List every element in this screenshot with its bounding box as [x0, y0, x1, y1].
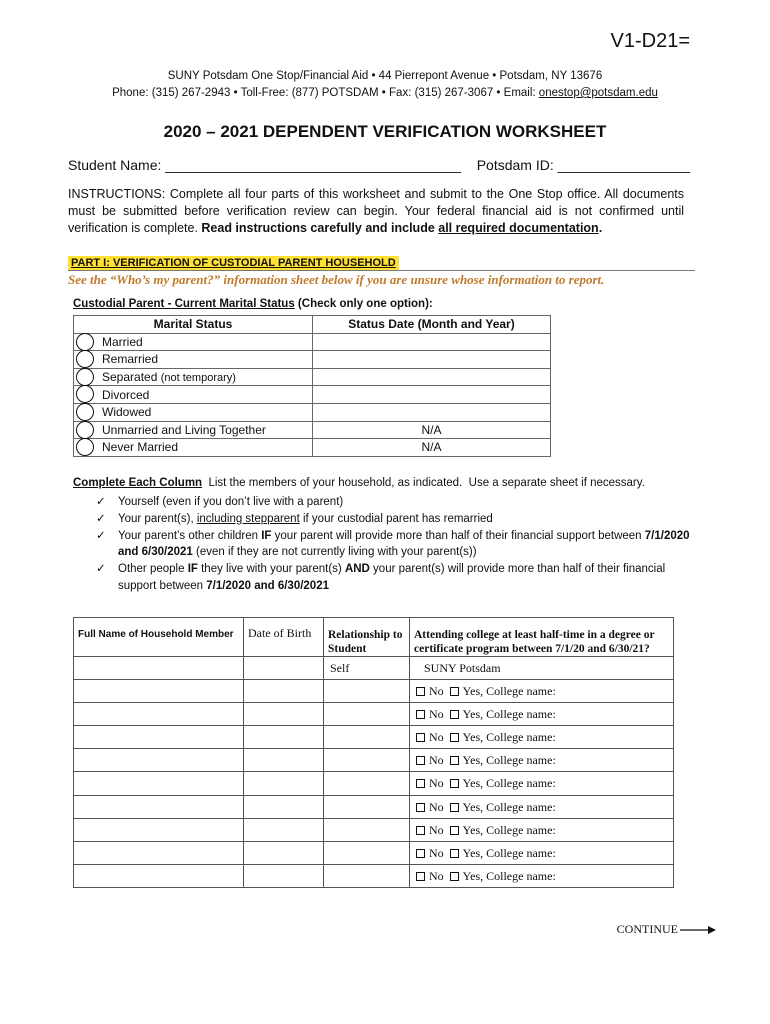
relationship-cell[interactable]	[324, 795, 410, 818]
relationship-cell[interactable]	[324, 726, 410, 749]
relationship-header: Relationship to Student	[324, 618, 410, 657]
list-item-text: they live with your parent(s)	[197, 563, 345, 576]
marital-header-row	[74, 316, 551, 334]
complete-each-label: Complete Each Column	[73, 477, 203, 489]
full-name-cell[interactable]	[74, 703, 244, 726]
marital-row-widowed	[74, 403, 551, 421]
full-name-cell[interactable]	[74, 795, 244, 818]
list-item-bold: AND	[344, 563, 370, 576]
list-item-text: if your custodial parent has remarried	[299, 512, 493, 525]
list-item-text: your parent(s) will provide more than half of their financial support between	[118, 563, 666, 592]
office-contact	[0, 87, 770, 99]
radio-divorced[interactable]	[76, 385, 94, 403]
date-of-birth-cell[interactable]	[244, 749, 324, 772]
table-row	[74, 749, 674, 772]
page-title: 2020 – 2021 DEPENDENT VERIFICATION WORKSHEET	[163, 122, 607, 141]
part1-divider	[68, 270, 695, 271]
college-cell	[410, 864, 674, 887]
college-cell	[410, 749, 674, 772]
yes-checkbox[interactable]	[450, 756, 459, 765]
yes-checkbox[interactable]	[450, 872, 459, 881]
marital-status-label: Widowed	[102, 405, 152, 420]
list-item	[96, 511, 696, 528]
instructions	[68, 186, 684, 237]
list-item-text: Your parent(s),	[118, 512, 197, 525]
list-item-bold: 7/1/2020 and 6/30/2021	[206, 579, 329, 592]
yes-college-label: Yes, College name:	[462, 799, 556, 814]
date-of-birth-cell[interactable]	[244, 841, 324, 864]
no-checkbox[interactable]	[416, 687, 425, 696]
yes-checkbox[interactable]	[450, 779, 459, 788]
yes-checkbox[interactable]	[450, 733, 459, 742]
relationship-cell[interactable]	[324, 841, 410, 864]
marital-status-label: Never Married	[102, 440, 179, 455]
no-label: No	[429, 776, 444, 791]
table-row	[74, 703, 674, 726]
status-date-cell[interactable]	[313, 403, 551, 421]
household-header-row	[74, 618, 674, 657]
instructions-end: .	[598, 221, 603, 235]
complete-each-text: List the members of your household, as indicated. Use a separate sheet if necessary.	[202, 477, 645, 489]
list-item-text: (even if they are not currently living with your parent(s))	[192, 546, 477, 559]
no-label: No	[429, 845, 444, 860]
marital-status-header: Marital Status	[74, 316, 313, 334]
marital-row-unmarried	[74, 421, 551, 439]
radio-widowed[interactable]	[76, 403, 94, 421]
attending-college-header: Attending college at least half-time in a degree or certificate program between 7/1/20 and 6/30/21?	[410, 618, 674, 657]
arrow-right-icon	[680, 925, 716, 935]
continue-indicator	[617, 922, 716, 937]
radio-remarried[interactable]	[76, 350, 94, 368]
no-label: No	[429, 684, 444, 699]
marital-row-married	[74, 333, 551, 351]
radio-separated[interactable]	[76, 368, 94, 386]
list-item-bold: IF	[187, 563, 198, 576]
no-checkbox[interactable]	[416, 849, 425, 858]
full-name-cell[interactable]	[74, 749, 244, 772]
marital-status-label: Separated	[102, 370, 158, 385]
list-item-text: Your parent’s other children	[118, 529, 262, 542]
status-date-cell[interactable]	[313, 333, 551, 351]
college-cell	[410, 726, 674, 749]
relationship-cell[interactable]	[324, 864, 410, 887]
no-label: No	[429, 753, 444, 768]
college-cell	[410, 795, 674, 818]
instructions-required-docs: all required documentation	[438, 221, 599, 235]
date-of-birth-cell[interactable]	[244, 726, 324, 749]
status-date-cell[interactable]	[313, 368, 551, 386]
instructions-bold: Read instructions carefully and include	[201, 221, 439, 235]
list-item-text: your parent will provide more than half of their financial support between	[271, 529, 645, 542]
custodial-status-instruction: (Check only one option):	[294, 298, 433, 310]
table-row	[74, 680, 674, 703]
list-item-bold: IF	[261, 529, 272, 542]
list-item-bold: 7/1/2020 and 6/30/2021	[118, 529, 690, 559]
date-of-birth-cell[interactable]	[244, 657, 324, 680]
marital-status-label: Unmarried and Living Together	[102, 422, 266, 437]
marital-row-remarried	[74, 351, 551, 369]
table-row	[74, 795, 674, 818]
college-cell: SUNY Potsdam	[410, 657, 674, 680]
full-name-header: Full Name of Household Member	[74, 618, 244, 657]
date-of-birth-cell[interactable]	[244, 795, 324, 818]
date-of-birth-header: Date of Birth	[244, 618, 324, 657]
relationship-cell[interactable]	[324, 749, 410, 772]
radio-never-married[interactable]	[76, 438, 94, 456]
radio-married[interactable]	[76, 333, 94, 351]
list-item-text: Yourself (even if you don’t live with a parent)	[118, 496, 344, 508]
yes-college-label: Yes, College name:	[462, 730, 556, 745]
status-date-cell[interactable]	[313, 351, 551, 369]
full-name-cell[interactable]	[74, 772, 244, 795]
no-checkbox[interactable]	[416, 826, 425, 835]
custodial-status-label	[73, 298, 433, 310]
no-checkbox[interactable]	[416, 733, 425, 742]
yes-checkbox[interactable]	[450, 803, 459, 812]
marital-row-never-married	[74, 439, 551, 457]
household-members-table	[73, 617, 674, 888]
no-label: No	[429, 868, 444, 883]
table-row	[74, 772, 674, 795]
college-cell	[410, 703, 674, 726]
table-row	[74, 841, 674, 864]
marital-row-divorced	[74, 386, 551, 404]
full-name-cell[interactable]	[74, 726, 244, 749]
date-of-birth-cell[interactable]	[244, 703, 324, 726]
list-item	[96, 494, 696, 511]
list-item-text: Other people	[118, 563, 188, 576]
yes-college-label: Yes, College name:	[462, 707, 556, 722]
continue-label: CONTINUE	[616, 922, 678, 936]
checkmark-icon: ✓	[96, 529, 106, 542]
marital-row-separated	[74, 368, 551, 386]
complete-each-column	[73, 477, 645, 489]
no-label: No	[429, 799, 444, 814]
date-of-birth-cell[interactable]	[244, 818, 324, 841]
student-name-id-line[interactable]: Student Name: ______________________________________ Potsdam ID: _________________	[68, 157, 690, 173]
college-cell	[410, 680, 674, 703]
office-address: SUNY Potsdam One Stop/Financial Aid • 44 Pierrepont Avenue • Potsdam, NY 13676	[167, 70, 603, 82]
table-row	[74, 864, 674, 887]
yes-college-label: Yes, College name:	[462, 845, 556, 860]
checkmark-icon: ✓	[96, 512, 106, 525]
full-name-cell[interactable]	[74, 864, 244, 887]
no-checkbox[interactable]	[416, 756, 425, 765]
table-row	[74, 726, 674, 749]
no-label: No	[429, 707, 444, 722]
checkmark-icon: ✓	[96, 563, 106, 576]
date-of-birth-cell[interactable]	[244, 680, 324, 703]
college-cell	[410, 772, 674, 795]
yes-checkbox[interactable]	[450, 687, 459, 696]
status-date-cell: N/A	[313, 439, 551, 457]
instructions-text: INSTRUCTIONS: Complete all four parts of this worksheet and submit to the One Stop office. All documents must be submitted before verification review can begin. Your federal financial aid is not confirmed until verification is complete.	[68, 187, 684, 235]
no-checkbox[interactable]	[416, 779, 425, 788]
form-code: V1-D21=	[610, 30, 690, 52]
marital-status-label: Married	[102, 334, 143, 349]
list-item-underline: including stepparent	[196, 512, 300, 525]
college-cell	[410, 818, 674, 841]
no-checkbox[interactable]	[416, 872, 425, 881]
college-cell	[410, 841, 674, 864]
marital-status-label: Divorced	[102, 387, 150, 402]
full-name-cell[interactable]	[74, 657, 244, 680]
no-checkbox[interactable]	[416, 803, 425, 812]
relationship-cell[interactable]	[324, 772, 410, 795]
yes-checkbox[interactable]	[450, 710, 459, 719]
table-row	[74, 657, 674, 680]
yes-college-label: Yes, College name:	[462, 753, 556, 768]
list-item	[96, 528, 696, 562]
household-checklist	[96, 494, 696, 595]
yes-college-label: Yes, College name:	[462, 822, 556, 837]
date-of-birth-cell[interactable]	[244, 772, 324, 795]
yes-checkbox[interactable]	[450, 849, 459, 858]
custodial-status-title: Custodial Parent - Current Marital Status	[73, 298, 295, 310]
radio-unmarried-living-together[interactable]	[76, 421, 94, 439]
see-who-note: See the “Who’s my parent?” information sheet below if you are unsure whose information to report.	[68, 272, 605, 287]
status-date-header: Status Date (Month and Year)	[313, 316, 551, 334]
checkmark-icon: ✓	[96, 496, 106, 508]
status-date-cell: N/A	[313, 421, 551, 439]
relationship-cell: Self	[324, 657, 410, 680]
yes-checkbox[interactable]	[450, 826, 459, 835]
email-link[interactable]: onestop@potsdam.edu	[538, 87, 658, 99]
full-name-cell[interactable]	[74, 841, 244, 864]
yes-college-label: Yes, College name:	[462, 684, 556, 699]
no-checkbox[interactable]	[416, 710, 425, 719]
yes-college-label: Yes, College name:	[462, 868, 556, 883]
marital-status-label: Remarried	[102, 352, 159, 367]
relationship-cell[interactable]	[324, 818, 410, 841]
no-label: No	[429, 730, 444, 745]
full-name-cell[interactable]	[74, 680, 244, 703]
yes-college-label: Yes, College name:	[462, 776, 556, 791]
marital-status-table	[73, 315, 551, 457]
relationship-cell[interactable]	[324, 680, 410, 703]
part1-heading: PART I: VERIFICATION OF CUSTODIAL PARENT HOUSEHOLD	[68, 256, 399, 270]
separated-note: (not temporary)	[160, 372, 236, 385]
status-date-cell[interactable]	[313, 386, 551, 404]
contact-numbers: Phone: (315) 267-2943 • Toll-Free: (877) POTSDAM • Fax: (315) 267-3067 • Email:	[112, 87, 539, 99]
no-label: No	[429, 822, 444, 837]
relationship-cell[interactable]	[324, 703, 410, 726]
table-row	[74, 818, 674, 841]
full-name-cell[interactable]	[74, 818, 244, 841]
date-of-birth-cell[interactable]	[244, 864, 324, 887]
list-item	[96, 561, 696, 595]
